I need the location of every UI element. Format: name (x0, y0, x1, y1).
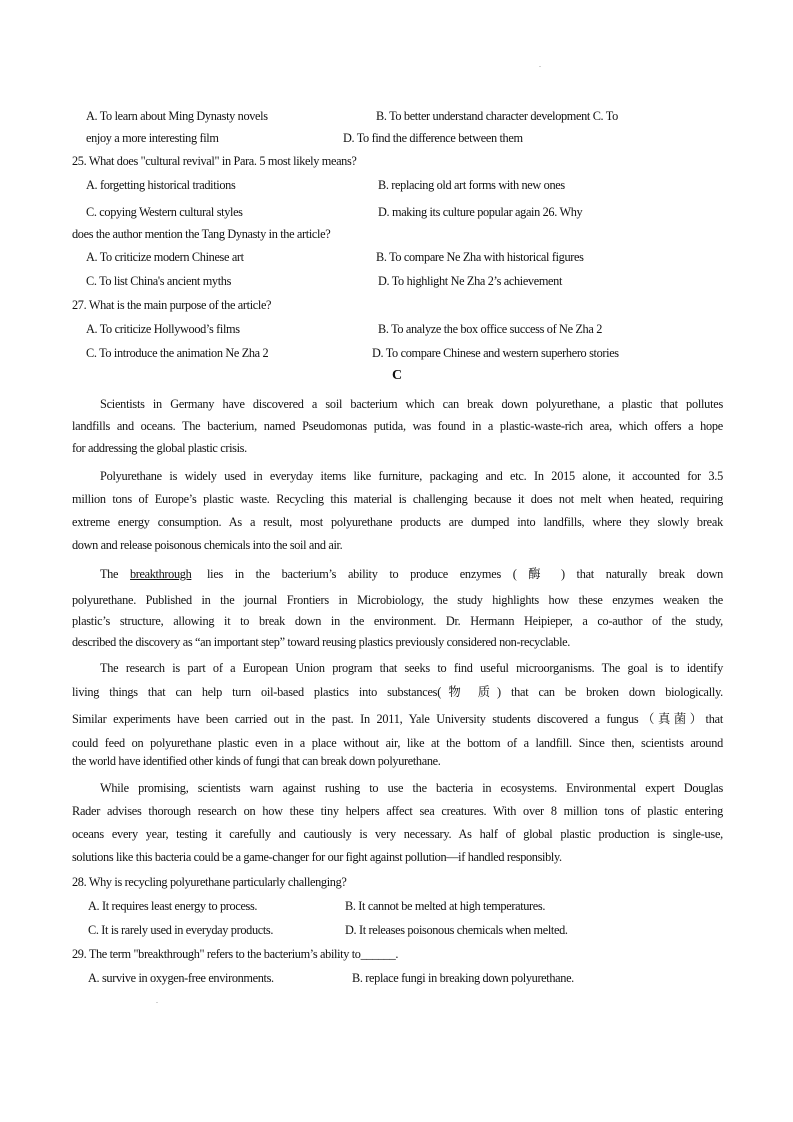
q26-option-b[interactable]: B. To compare Ne Zha with historical figures (376, 250, 584, 264)
q25-option-c[interactable]: C. copying Western cultural styles (86, 205, 243, 219)
passage-p3-keyword (130, 567, 191, 582)
q28-option-b[interactable]: B. It cannot be melted at high temperatures. (345, 899, 546, 913)
q25-option-a[interactable]: A. forgetting historical traditions (86, 178, 236, 192)
passage-p3-line1-post: lies in the bacterium’s ability to produce enzymes ( 酶 ) that naturally break down (207, 567, 723, 581)
stray-mark-bottom: . (156, 996, 158, 1005)
passage-p4-line4: could feed on polyurethane plastic even in a place without air, like at the bottom of a landfill. Since then, scientists around (72, 736, 723, 750)
q28-option-a[interactable]: A. It requires least energy to process. (88, 899, 258, 913)
section-heading: C (392, 368, 403, 383)
q27-stem: 27. What is the main purpose of the article? (72, 298, 272, 312)
q26-stem: does the author mention the Tang Dynasty in the article? (72, 227, 331, 241)
q28-option-d[interactable]: D. It releases poisonous chemicals when melted. (345, 923, 568, 937)
q26-option-d[interactable]: D. To highlight Ne Zha 2’s achievement (378, 274, 563, 288)
q29-option-a[interactable]: A. survive in oxygen-free environments. (88, 971, 274, 985)
q24-option-a[interactable]: A. To learn about Ming Dynasty novels (86, 109, 268, 123)
q24-option-d[interactable]: D. To find the difference between them (343, 131, 523, 145)
passage-p2-line4: down and release poisonous chemicals into the soil and air. (72, 538, 343, 552)
passage-p4-line3: Similar experiments have been carried out in the past. In 2011, Yale University students discovered a fungus（真菌）that (72, 712, 723, 726)
passage-p2-line1: Polyurethane is widely used in everyday items like furniture, packaging and etc. In 2015 alone, it accounted for 3.5 (100, 469, 723, 483)
q24-option-c-end[interactable]: enjoy a more interesting film (86, 131, 219, 145)
passage-p5-line2: Rader advises thorough research on how these tiny helpers affect sea creatures. With over 8 million tons of plastic entering (72, 804, 723, 818)
passage-p5-line3: oceans every year, testing it carefully and cautiously is very necessary. As half of global plastic production is single-use, (72, 827, 723, 841)
q27-option-b[interactable]: B. To analyze the box office success of Ne Zha 2 (378, 322, 602, 336)
breakthrough-keyword: breakthrough (130, 567, 192, 581)
q25-option-b[interactable]: B. replacing old art forms with new ones (378, 178, 565, 192)
stray-mark-top: . (539, 60, 541, 69)
passage-p3-line3: plastic’s structure, allowing it to break down in the environment. Dr. Hermann Heipieper, a co-author of the study, (72, 614, 723, 628)
passage-p1-line3: for addressing the global plastic crisis. (72, 441, 247, 455)
passage-p4-line2: living things that can help turn oil-based plastics into substances(物 质) that can be broken down biologically. (72, 685, 723, 699)
q27-option-d[interactable]: D. To compare Chinese and western superhero stories (372, 346, 619, 360)
q26-option-c[interactable]: C. To list China's ancient myths (86, 274, 232, 288)
q27-option-c[interactable]: C. To introduce the animation Ne Zha 2 (86, 346, 269, 360)
passage-p1-line1: Scientists in Germany have discovered a soil bacterium which can break down polyurethane, a plastic that pollutes (100, 397, 723, 411)
passage-p3-line4: described the discovery as “an important step” toward reusing plastics previously considered non-recyclable. (72, 635, 570, 649)
q29-option-b[interactable]: B. replace fungi in breaking down polyurethane. (352, 971, 574, 985)
q25-stem: 25. What does "cultural revival" in Para. 5 most likely means? (72, 154, 357, 168)
passage-p2-line2: million tons of Europe’s plastic waste. Recycling this material is challenging because it does not melt when heated, requiring (72, 492, 723, 506)
q24-option-b-c[interactable]: B. To better understand character development C. To (376, 109, 618, 123)
q28-option-c[interactable]: C. It is rarely used in everyday products. (88, 923, 274, 937)
passage-p3-line2: polyurethane. Published in the journal Frontiers in Microbiology, the study highlights how these enzymes weaken the (72, 593, 723, 607)
q26-option-a[interactable]: A. To criticize modern Chinese art (86, 250, 244, 264)
q27-option-a[interactable]: A. To criticize Hollywood’s films (86, 322, 240, 336)
passage-p4-line1: The research is part of a European Union program that seeks to find useful microorganisms. The goal is to identify (100, 661, 723, 675)
q29-stem: 29. The term "breakthrough" refers to the bacterium’s ability to______. (72, 947, 399, 961)
passage-p1-line2: landfills and oceans. The bacterium, named Pseudomonas putida, was found in a plastic-waste-rich area, which offers a hope (72, 419, 723, 433)
q28-stem: 28. Why is recycling polyurethane particularly challenging? (72, 875, 347, 889)
passage-p5-line4: solutions like this bacteria could be a game-changer for our fight against pollution—if handled responsibly. (72, 850, 562, 864)
passage-p2-line3: extreme energy consumption. As a result, most polyurethane products are dumped into landfills, where they slowly break (72, 515, 723, 529)
q25-option-d[interactable]: D. making its culture popular again 26. Why (378, 205, 583, 219)
passage-p3-line1-pre: The (100, 567, 119, 581)
passage-p4-line5: the world have identified other kinds of fungi that can break down polyurethane. (72, 754, 441, 768)
passage-p5-line1: While promising, scientists warn against rushing to use the bacteria in ecosystems. Environmental expert Douglas (100, 781, 723, 795)
